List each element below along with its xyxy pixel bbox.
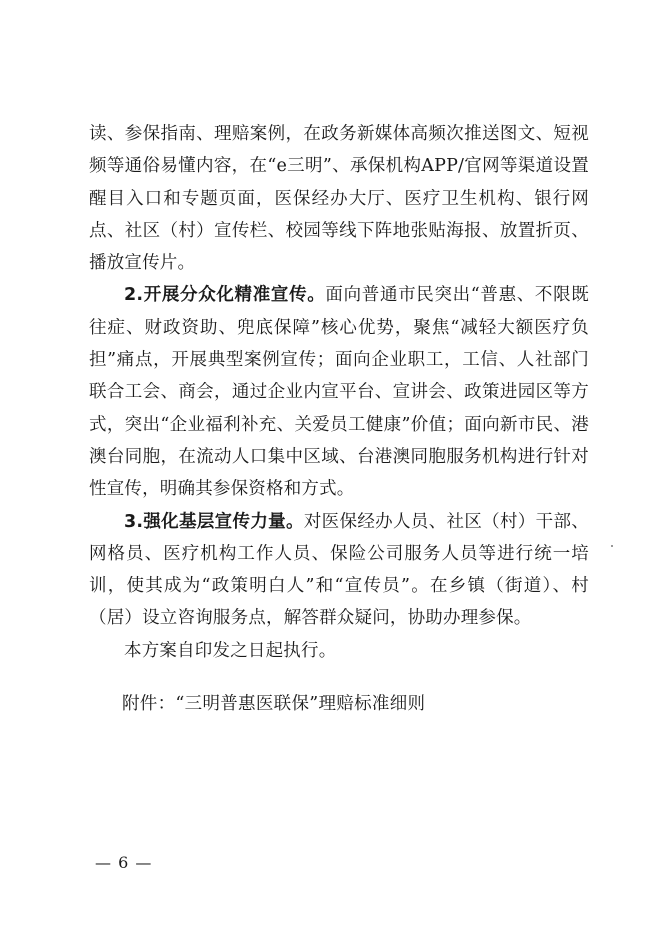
document-body [89,118,589,667]
item-2-heading: 2.开展分众化精准宣传。 [124,285,326,306]
item-2-paragraph [89,279,589,505]
effective-clause: 本方案自印发之日起执行。 [124,640,337,661]
item-3-heading: 3.强化基层宣传力量。 [124,511,304,532]
item-2-text: 面向普通市民突出“普惠、不限既往症、财政资助、兜底保障”核心优势，聚焦“减轻大额医疗负担”痛点，开展典型案例宣传；面向企业职工，工信、人社部门联合工会、商会，通过企业内宣平台、宣讲会、政策进园区等方式，突出“企业福利补充、关爱员工健康”价值；面向新市民、港澳台同胞，在流动人口集中区域、台港澳同胞服务机构进行针对性宣传，明确其参保资格和方式。 [89,285,589,500]
attachment-line: 附件：“三明普惠医联保”理赔标准细则 [122,694,426,714]
margin-mark [611,545,613,547]
item-3-paragraph [89,506,589,635]
continuation-paragraph: 读、参保指南、理赔案例，在政务新媒体高频次推送图文、短视频等通俗易懂内容，在“e三明”、承保机构APP/官网等渠道设置醒目入口和专题页面，医保经办大厅、医疗卫生机构、银行网点、社区（村）宣传栏、校园等线下阵地张贴海报、放置折页、播放宣传片。 [89,124,589,274]
item-3-text: 对医保经办人员、社区（村）干部、网格员、医疗机构工作人员、保险公司服务人员等进行统一培训，使其成为“政策明白人”和“宣传员”。在乡镇（街道）、村（居）设立咨询服务点，解答群众疑问，协助办理参保。 [89,511,590,629]
page-number: — 6 — [95,853,153,872]
